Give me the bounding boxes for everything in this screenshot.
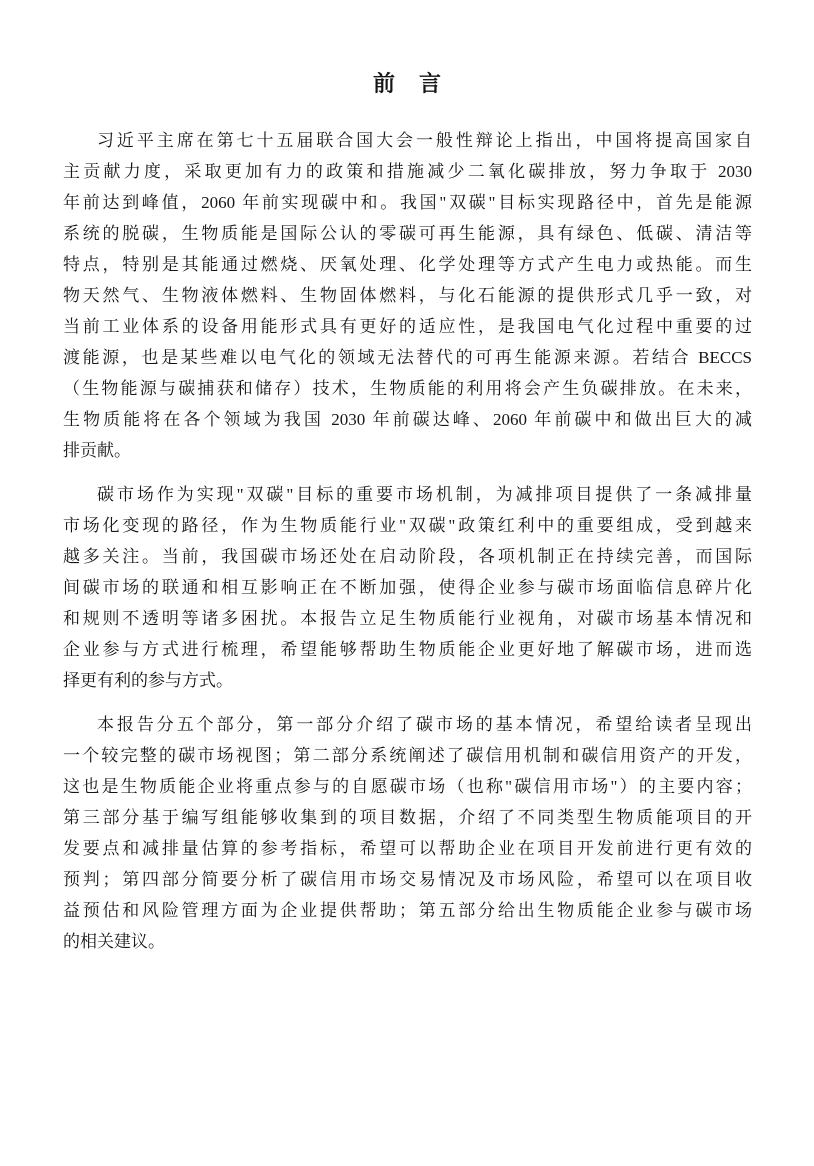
text-line: 系统的脱碳，生物质能是国际公认的零碳可再生能源，具有绿色、低碳、清洁等 [63, 224, 752, 243]
text-line: 的相关建议。 [63, 932, 165, 951]
text-line: 物天然气、生物液体燃料、生物固体燃料，与化石能源的提供形式几乎一致，对 [63, 286, 752, 305]
text-line: 渡能源，也是某些难以电气化的领域无法替代的可再生能源来源。若结合 BECCS [63, 348, 752, 367]
text-line: 年前达到峰值，2060 年前实现碳中和。我国"双碳"目标实现路径中，首先是能源 [63, 193, 752, 212]
text-line: 本报告分五个部分，第一部分介绍了碳市场的基本情况，希望给读者呈现出 [97, 715, 752, 734]
text-line: 预判；第四部分简要分析了碳信用市场交易情况及市场风险，希望可以在项目收 [63, 870, 752, 889]
text-line: 间碳市场的联通和相互影响正在不断加强，使得企业参与碳市场面临信息碎片化 [63, 578, 752, 597]
text-line: 一个较完整的碳市场视图；第二部分系统阐述了碳信用机制和碳信用资产的开发， [63, 746, 752, 765]
text-line: 益预估和风险管理方面为企业提供帮助；第五部分给出生物质能企业参与碳市场 [63, 901, 752, 920]
text-line: 这也是生物质能企业将重点参与的自愿碳市场（也称"碳信用市场"）的主要内容； [63, 777, 752, 796]
text-line: 越多关注。当前，我国碳市场还处在启动阶段，各项机制正在持续完善，而国际 [63, 547, 752, 566]
text-line: 排贡献。 [63, 441, 131, 460]
paragraph-2 [63, 479, 752, 696]
text-line: 特点，特别是其能通过燃烧、厌氧处理、化学处理等方式产生电力或热能。而生 [63, 255, 752, 274]
page-title: 前 言 [372, 71, 442, 96]
text-line: 择更有利的参与方式。 [63, 671, 233, 690]
text-line: （生物能源与碳捕获和储存）技术，生物质能的利用将会产生负碳排放。在未来， [63, 379, 752, 398]
text-line: 生物质能将在各个领域为我国 2030 年前碳达峰、2060 年前碳中和做出巨大的减 [63, 410, 752, 429]
text-line: 发要点和减排量估算的参考指标，希望可以帮助企业在项目开发前进行更有效的 [63, 839, 752, 858]
text-line: 市场化变现的路径，作为生物质能行业"双碳"政策红利中的重要组成，受到越来 [63, 516, 752, 535]
paragraph-3 [63, 709, 752, 957]
text-line: 企业参与方式进行梳理，希望能够帮助生物质能企业更好地了解碳市场，进而选 [63, 640, 752, 659]
paragraph-1 [63, 125, 752, 466]
text-line: 碳市场作为实现"双碳"目标的重要市场机制，为减排项目提供了一条减排量 [97, 485, 752, 504]
text-line: 和规则不透明等诸多困扰。本报告立足生物质能行业视角，对碳市场基本情况和 [63, 609, 752, 628]
text-line: 第三部分基于编写组能够收集到的项目数据，介绍了不同类型生物质能项目的开 [63, 808, 752, 827]
text-line: 当前工业体系的设备用能形式具有更好的适应性，是我国电气化过程中重要的过 [63, 317, 752, 336]
text-line: 主贡献力度，采取更加有力的政策和措施减少二氧化碳排放，努力争取于 2030 [63, 162, 752, 181]
text-line: 习近平主席在第七十五届联合国大会一般性辩论上指出，中国将提高国家自 [97, 131, 752, 150]
